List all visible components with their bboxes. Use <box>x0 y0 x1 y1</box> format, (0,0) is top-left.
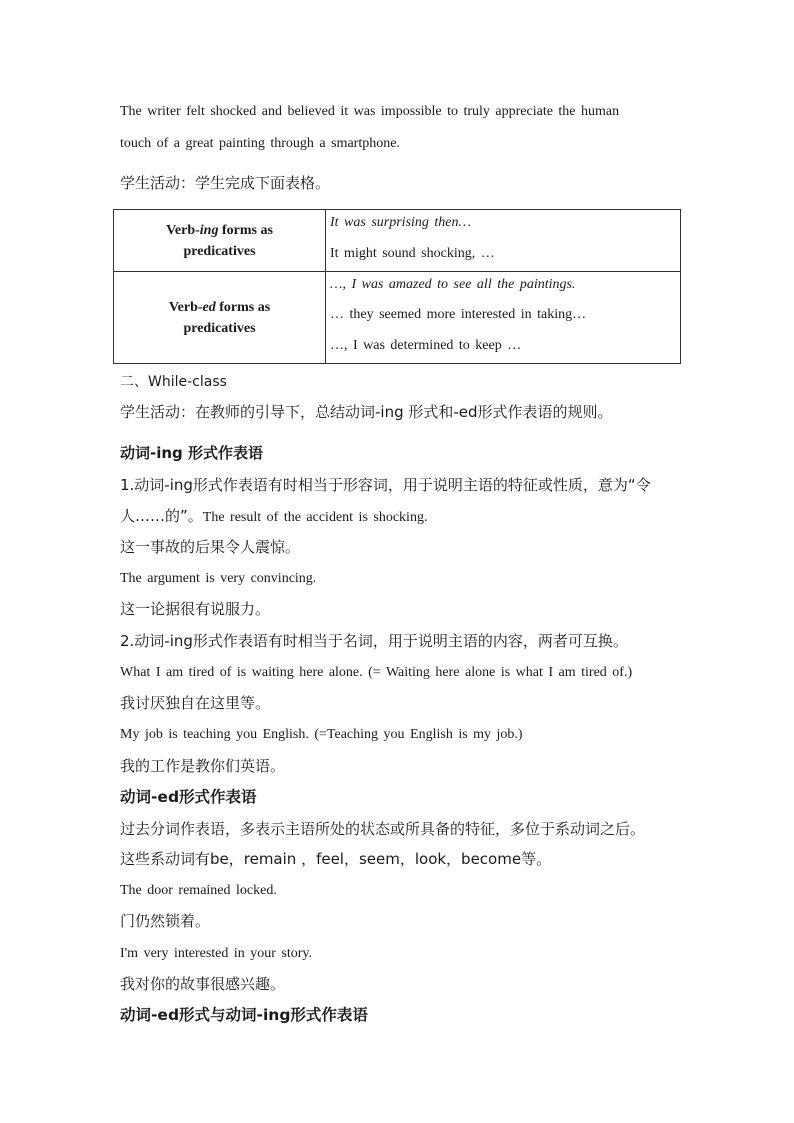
example-job-zh: 我的工作是教你们英语。 <box>120 757 286 775</box>
student-activity-2: 学生活动：在教师的引导下，总结动词-ing 形式和-ed形式作表语的规则。 <box>120 403 613 421</box>
label-part-italic: ed <box>202 299 216 315</box>
intro-line-2: touch of a great painting through a smartphone. <box>120 136 400 151</box>
example-tired-zh: 我讨厌独自在这里等。 <box>120 694 271 712</box>
example-argument: The argument is very convincing. <box>120 571 317 586</box>
label-part: forms as <box>215 299 271 315</box>
rule-1-zh: 人……的”。 <box>120 507 203 525</box>
label-part: predicatives <box>183 320 256 336</box>
table-row-examples-ing <box>326 210 681 272</box>
example-door-zh: 门仍然锁着。 <box>120 912 211 930</box>
heading-ed-vs-ing: 动词-ed形式与动词-ing形式作表语 <box>120 1006 368 1024</box>
example-door: The door remained locked. <box>120 883 277 898</box>
label-part-italic: ing <box>199 222 219 238</box>
student-activity-1: 学生活动：学生完成下面表格。 <box>120 174 331 192</box>
table-row <box>114 210 681 272</box>
example-line: It might sound shocking, … <box>330 246 495 261</box>
table-row-examples-ed <box>326 272 681 364</box>
example-job: My job is teaching you English. (=Teaching you English is my job.) <box>120 727 523 742</box>
rule-1-line-1: 1.动词-ing形式作表语有时相当于形容词，用于说明主语的特征或性质，意为“令 <box>120 476 651 494</box>
example-tired: What I am tired of is waiting here alone. (= Waiting here alone is what I am tired of.) <box>120 665 633 680</box>
heading-ed-predicative: 动词-ed形式作表语 <box>120 788 257 806</box>
example-story-zh: 我对你的故事很感兴趣。 <box>120 975 286 993</box>
intro-line-1: The writer felt shocked and believed it was impossible to truly appreciate the human <box>120 104 620 119</box>
example-accident-zh: 这一事故的后果令人震惊。 <box>120 538 301 556</box>
label-part: Verb- <box>168 299 203 315</box>
example-line: …, I was amazed to see all the paintings. <box>330 277 576 292</box>
example-line: … they seemed more interested in taking… <box>330 307 587 322</box>
example-line: It was surprising then… <box>330 215 471 230</box>
rule-1-line-2 <box>120 509 427 525</box>
example-argument-zh: 这一论据很有说服力。 <box>120 600 271 618</box>
table-row-label-ed <box>114 272 326 364</box>
example-line: …, I was determined to keep … <box>330 338 522 353</box>
table-row-label-ing <box>114 210 326 272</box>
rule-3-line-2: 这些系动词有be，remain ，feel，seem，look，become等。 <box>120 850 552 868</box>
rule-2: 2.动词-ing形式作表语有时相当于名词，用于说明主语的内容，两者可互换。 <box>120 632 628 650</box>
example-accident: The result of the accident is shocking. <box>202 510 428 525</box>
label-part: forms as <box>218 222 273 238</box>
rule-3-line-1: 过去分词作表语，多表示主语所处的状态或所具备的特征，多位于系动词之后。 <box>120 820 646 838</box>
predicatives-table <box>113 209 681 364</box>
table-row <box>114 272 681 364</box>
heading-ing-predicative: 动词-ing 形式作表语 <box>120 444 264 462</box>
example-story: I'm very interested in your story. <box>120 946 313 961</box>
section-while-class: 二、While-class <box>120 374 227 390</box>
label-part: predicatives <box>183 243 256 259</box>
label-part: Verb- <box>166 222 200 238</box>
